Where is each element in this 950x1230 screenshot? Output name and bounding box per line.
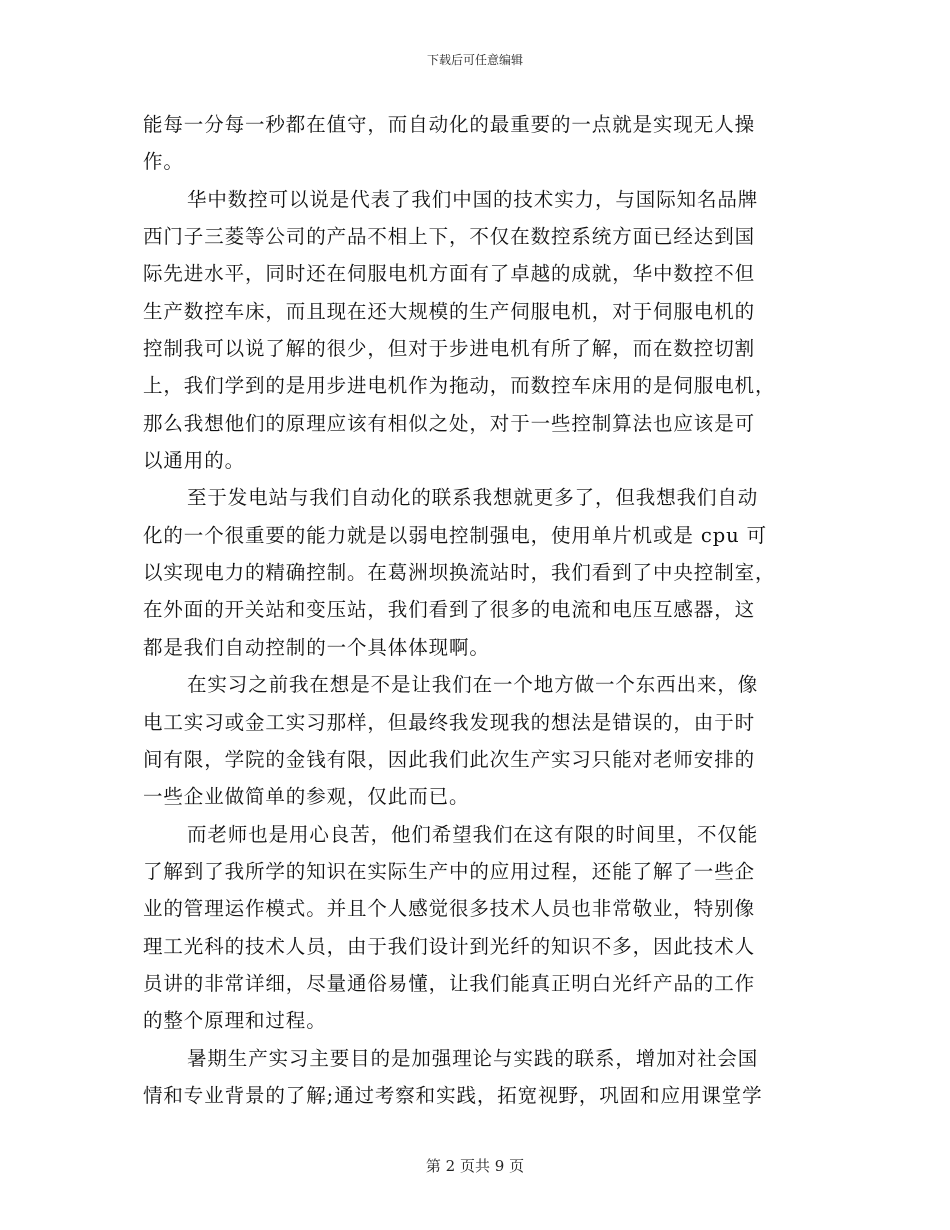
text-line: 理工光科的技术人员，由于我们设计到光纤的知识不多，因此技术人 [143, 934, 756, 958]
paragraph-first-line: 而老师也是用心良苦，他们希望我们在这有限的时间里，不仅能 [187, 822, 759, 846]
text-line: 那么我想他们的原理应该有相似之处，对于一些控制算法也应该是可 [143, 411, 756, 435]
text-line: 间有限，学院的金钱有限，因此我们此次生产实习只能对老师安排的 [143, 747, 756, 771]
text-line: 作。 [143, 150, 184, 174]
text-line: 在外面的开关站和变压站，我们看到了很多的电流和电压互感器，这 [143, 598, 756, 622]
text-line: 能每一分每一秒都在值守，而自动化的最重要的一点就是实现无人操 [143, 113, 756, 136]
text-line: 一些企业做简单的参观，仅此而已。 [143, 785, 470, 809]
page-header: 下载后可任意编辑 [426, 53, 523, 67]
text-line: 际先进水平，同时还在伺服电机方面有了卓越的成就，华中数控不但 [143, 262, 756, 286]
text-line: 以通用的。 [143, 449, 246, 473]
text-line: 业的管理运作模式。并且个人感觉很多技术人员也非常敬业，特别像 [143, 897, 756, 921]
text-line: 的整个原理和过程。 [143, 1009, 327, 1033]
text-line: 以实现电力的精确控制。在葛洲坝换流站时，我们看到了中央控制室， [143, 561, 776, 585]
text-line: 都是我们自动控制的一个具体体现啊。 [143, 635, 490, 659]
text-line: 化的一个很重要的能力就是以弱电控制强电，使用单片机或是 cpu 可 [143, 523, 768, 547]
text-line: 电工实习或金工实习那样，但最终我发现我的想法是错误的，由于时 [143, 710, 756, 734]
paragraph-first-line: 华中数控可以说是代表了我们中国的技术实力，与国际知名品牌 [187, 187, 759, 211]
text-line: 了解到了我所学的知识在实际生产中的应用过程，还能了解了一些企 [143, 859, 756, 883]
text-line: 情和专业背景的了解;通过考察和实践，拓宽视野，巩固和应用课堂学 [143, 1083, 763, 1107]
page-footer: 第 2 页共 9 页 [425, 1157, 525, 1175]
text-line: 控制我可以说了解的很少，但对于步进电机有所了解，而在数控切割 [143, 337, 756, 361]
paragraph-first-line: 至于发电站与我们自动化的联系我想就更多了，但我想我们自动 [187, 486, 759, 510]
text-line: 上，我们学到的是用步进电机作为拖动，而数控车床用的是伺服电机， [143, 374, 776, 398]
paragraph-first-line: 在实习之前我在想是不是让我们在一个地方做一个东西出来，像 [187, 673, 759, 697]
text-line: 西门子三菱等公司的产品不相上下，不仅在数控系统方面已经达到国 [143, 225, 756, 249]
text-line: 生产数控车床，而且现在还大规模的生产伺服电机，对于伺服电机的 [143, 299, 756, 323]
document-body [143, 106, 807, 1114]
paragraph-first-line: 暑期生产实习主要目的是加强理论与实践的联系，增加对社会国 [187, 1046, 759, 1070]
text-line: 员讲的非常详细，尽量通俗易懂，让我们能真正明白光纤产品的工作 [143, 971, 756, 995]
